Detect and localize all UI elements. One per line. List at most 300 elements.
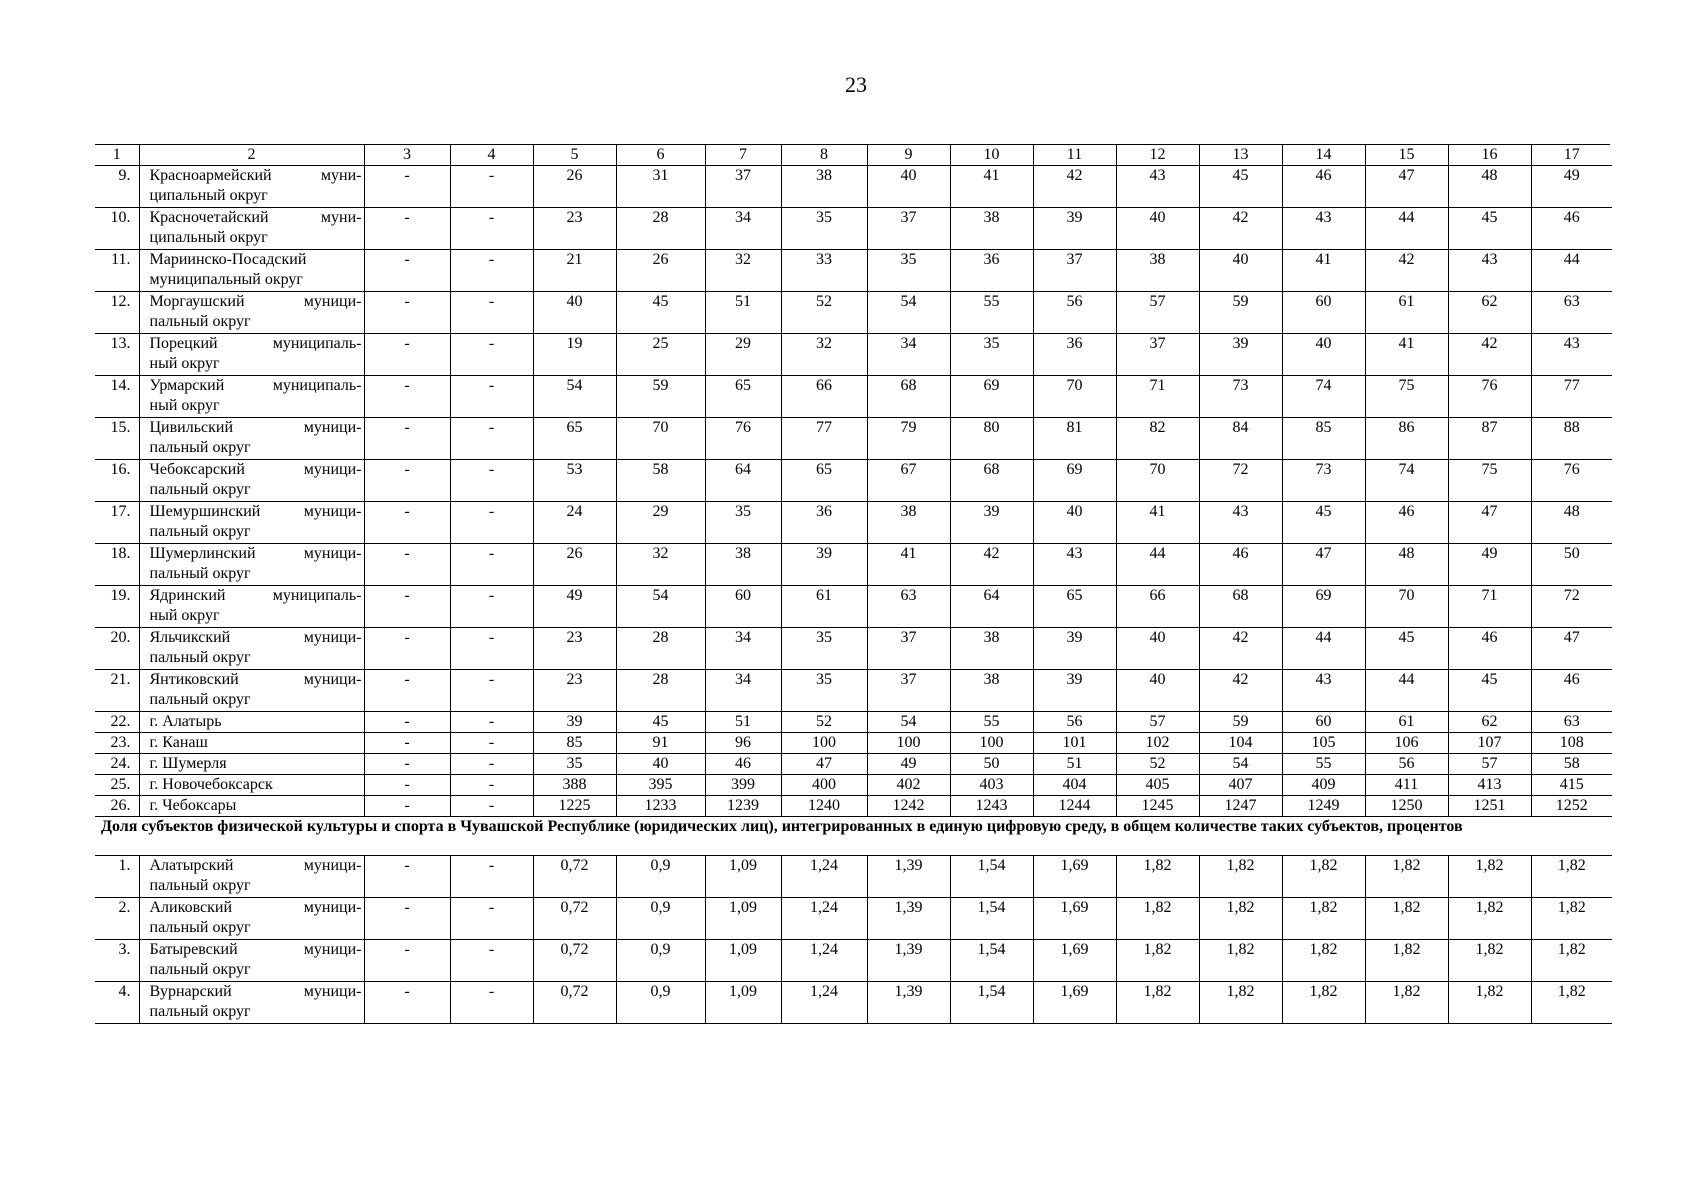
value-cell: 44 [1116, 544, 1199, 586]
value-cell: - [450, 982, 533, 1024]
value-cell: 59 [1199, 292, 1282, 334]
data-table [95, 145, 1612, 1024]
value-cell: 1,82 [1116, 898, 1199, 940]
value-cell: 87 [1448, 418, 1531, 460]
value-cell: 100 [781, 733, 867, 754]
value-cell: - [450, 670, 533, 712]
value-cell: 56 [1365, 754, 1448, 775]
row-number: 16. [95, 460, 139, 502]
value-cell: 46 [705, 754, 781, 775]
value-cell: 82 [1116, 418, 1199, 460]
table-row [95, 544, 1612, 586]
table-row [95, 775, 1612, 796]
value-cell: 61 [781, 586, 867, 628]
value-cell: 76 [705, 418, 781, 460]
value-cell: 1,69 [1033, 940, 1116, 982]
value-cell: 1242 [867, 796, 950, 817]
value-cell: 40 [1199, 250, 1282, 292]
municipality-name-line: пальный округ [149, 565, 251, 582]
municipality-name-line: пальный округ [149, 877, 251, 894]
municipality-name-line: пальный округ [149, 919, 251, 936]
value-cell: 50 [950, 754, 1033, 775]
value-cell: 1,82 [1531, 898, 1612, 940]
value-cell: 69 [1282, 586, 1365, 628]
table-row [95, 982, 1612, 1024]
section-title: Доля субъектов физической культуры и спорта в Чувашской Республике (юридических лиц), интегрированных в единую цифровую среду, в общем количестве таких субъектов, процентов [95, 817, 1612, 856]
value-cell: 1233 [616, 796, 705, 817]
value-cell: 85 [1282, 418, 1365, 460]
value-cell: 1,39 [867, 898, 950, 940]
value-cell: 405 [1116, 775, 1199, 796]
value-cell: 42 [1365, 250, 1448, 292]
value-cell: - [450, 898, 533, 940]
city-name: г. Новочебоксарск [139, 775, 364, 796]
column-number: 15 [1365, 145, 1448, 166]
municipality-name-line: Янтиковский муници- [149, 671, 362, 688]
value-cell: - [364, 733, 450, 754]
value-cell: 34 [705, 208, 781, 250]
value-cell: 106 [1365, 733, 1448, 754]
value-cell: 45 [1282, 502, 1365, 544]
value-cell: 403 [950, 775, 1033, 796]
municipality-name [139, 376, 364, 418]
value-cell: 1245 [1116, 796, 1199, 817]
value-cell: 1247 [1199, 796, 1282, 817]
value-cell: - [450, 544, 533, 586]
value-cell: 55 [1282, 754, 1365, 775]
column-number: 12 [1116, 145, 1199, 166]
value-cell: 91 [616, 733, 705, 754]
value-cell: - [450, 754, 533, 775]
value-cell: 38 [867, 502, 950, 544]
value-cell: 81 [1033, 418, 1116, 460]
value-cell: 37 [705, 166, 781, 208]
municipality-name [139, 250, 364, 292]
value-cell: 0,72 [533, 982, 616, 1024]
table-row [95, 628, 1612, 670]
value-cell: 60 [1282, 712, 1365, 733]
value-cell: 409 [1282, 775, 1365, 796]
value-cell: 32 [705, 250, 781, 292]
value-cell: 1,82 [1531, 856, 1612, 898]
value-cell: 67 [867, 460, 950, 502]
municipality-name-line: пальный округ [149, 481, 251, 498]
value-cell: 49 [1531, 166, 1612, 208]
value-cell: 45 [1448, 208, 1531, 250]
value-cell: 35 [533, 754, 616, 775]
column-number: 9 [867, 145, 950, 166]
value-cell: 62 [1448, 292, 1531, 334]
value-cell: 1,82 [1199, 856, 1282, 898]
value-cell: 73 [1282, 460, 1365, 502]
value-cell: 58 [1531, 754, 1612, 775]
municipality-name-line: Яльчикский муници- [149, 629, 362, 646]
value-cell: 38 [950, 208, 1033, 250]
municipality-name-line: Аликовский муници- [149, 899, 362, 916]
municipality-name-line: ный округ [149, 607, 220, 624]
value-cell: 73 [1199, 376, 1282, 418]
value-cell: - [364, 208, 450, 250]
value-cell: 1,54 [950, 940, 1033, 982]
value-cell: 66 [1116, 586, 1199, 628]
value-cell: 40 [867, 166, 950, 208]
value-cell: 1,24 [781, 940, 867, 982]
table-row [95, 898, 1612, 940]
row-number: 20. [95, 628, 139, 670]
value-cell: 1243 [950, 796, 1033, 817]
value-cell: 40 [1116, 628, 1199, 670]
municipality-name-line: Красноармейский муни- [149, 167, 362, 184]
table-row [95, 796, 1612, 817]
table-row [95, 166, 1612, 208]
row-number: 11. [95, 250, 139, 292]
value-cell: - [364, 898, 450, 940]
row-number: 14. [95, 376, 139, 418]
column-number: 4 [450, 145, 533, 166]
value-cell: 1,24 [781, 982, 867, 1024]
value-cell: 1,82 [1448, 856, 1531, 898]
value-cell: 40 [616, 754, 705, 775]
value-cell: 1,39 [867, 856, 950, 898]
value-cell: 48 [1365, 544, 1448, 586]
value-cell: 100 [950, 733, 1033, 754]
municipality-name-line: пальный округ [149, 649, 251, 666]
value-cell: 44 [1365, 208, 1448, 250]
value-cell: 51 [1033, 754, 1116, 775]
value-cell: 38 [950, 628, 1033, 670]
municipality-name-line: Ядринский муниципаль- [149, 587, 362, 604]
value-cell: - [450, 628, 533, 670]
value-cell: 85 [533, 733, 616, 754]
value-cell: 28 [616, 670, 705, 712]
value-cell: 40 [1116, 670, 1199, 712]
table-row [95, 292, 1612, 334]
value-cell: 49 [533, 586, 616, 628]
row-number: 4. [95, 982, 139, 1024]
table-row [95, 940, 1612, 982]
table-row [95, 334, 1612, 376]
municipality-name-line: Цивильский муници- [149, 419, 362, 436]
value-cell: 0,72 [533, 898, 616, 940]
table-row [95, 250, 1612, 292]
value-cell: 42 [1199, 670, 1282, 712]
row-number: 13. [95, 334, 139, 376]
value-cell: - [450, 796, 533, 817]
value-cell: 59 [616, 376, 705, 418]
municipality-name [139, 670, 364, 712]
value-cell: 1,82 [1365, 982, 1448, 1024]
municipality-name [139, 292, 364, 334]
value-cell: 40 [1033, 502, 1116, 544]
value-cell: 34 [705, 628, 781, 670]
value-cell: 80 [950, 418, 1033, 460]
municipality-name-line: Моргаушский муници- [149, 293, 362, 310]
value-cell: 55 [950, 712, 1033, 733]
value-cell: 39 [1199, 334, 1282, 376]
value-cell: 35 [867, 250, 950, 292]
value-cell: 45 [1448, 670, 1531, 712]
value-cell: 64 [705, 460, 781, 502]
value-cell: 52 [1116, 754, 1199, 775]
value-cell: 71 [1116, 376, 1199, 418]
column-number: 13 [1199, 145, 1282, 166]
value-cell: - [364, 418, 450, 460]
value-cell: 37 [867, 670, 950, 712]
table-row [95, 670, 1612, 712]
value-cell: 41 [1365, 334, 1448, 376]
value-cell: - [364, 628, 450, 670]
value-cell: 37 [867, 208, 950, 250]
municipality-name-line: Шемуршинский муници- [149, 503, 362, 520]
value-cell: 39 [1033, 208, 1116, 250]
value-cell: 108 [1531, 733, 1612, 754]
value-cell: 37 [867, 628, 950, 670]
table-body [95, 145, 1612, 1024]
row-number: 22. [95, 712, 139, 733]
value-cell: 1,82 [1365, 940, 1448, 982]
value-cell: 57 [1448, 754, 1531, 775]
value-cell: 79 [867, 418, 950, 460]
value-cell: - [364, 334, 450, 376]
value-cell: 74 [1365, 460, 1448, 502]
value-cell: 43 [1116, 166, 1199, 208]
column-number-row [95, 145, 1612, 166]
value-cell: 1,82 [1282, 856, 1365, 898]
row-number: 15. [95, 418, 139, 460]
value-cell: 1251 [1448, 796, 1531, 817]
value-cell: - [450, 733, 533, 754]
municipality-name-line: Алатырский муници- [149, 857, 362, 874]
value-cell: 21 [533, 250, 616, 292]
value-cell: 60 [705, 586, 781, 628]
city-name: г. Алатырь [139, 712, 364, 733]
value-cell: 104 [1199, 733, 1282, 754]
value-cell: - [364, 982, 450, 1024]
value-cell: 35 [781, 670, 867, 712]
value-cell: 1,82 [1448, 982, 1531, 1024]
value-cell: 1,09 [705, 940, 781, 982]
municipality-name [139, 166, 364, 208]
value-cell: 65 [705, 376, 781, 418]
value-cell: 47 [1365, 166, 1448, 208]
value-cell: 38 [705, 544, 781, 586]
value-cell: 1,82 [1365, 856, 1448, 898]
table-row [95, 208, 1612, 250]
value-cell: 1,54 [950, 982, 1033, 1024]
value-cell: 57 [1116, 712, 1199, 733]
value-cell: 1,39 [867, 940, 950, 982]
value-cell: 415 [1531, 775, 1612, 796]
value-cell: 395 [616, 775, 705, 796]
value-cell: 411 [1365, 775, 1448, 796]
value-cell: 66 [781, 376, 867, 418]
value-cell: 63 [1531, 712, 1612, 733]
value-cell: - [450, 856, 533, 898]
municipality-name [139, 208, 364, 250]
column-number: 17 [1531, 145, 1612, 166]
value-cell: 52 [781, 292, 867, 334]
value-cell: 70 [1033, 376, 1116, 418]
value-cell: 38 [1116, 250, 1199, 292]
value-cell: 1,82 [1116, 940, 1199, 982]
value-cell: 33 [781, 250, 867, 292]
value-cell: 39 [950, 502, 1033, 544]
value-cell: 35 [781, 628, 867, 670]
column-number: 6 [616, 145, 705, 166]
municipality-name-line: Красночетайский муни- [149, 209, 362, 226]
value-cell: 56 [1033, 712, 1116, 733]
value-cell: 1,69 [1033, 898, 1116, 940]
value-cell: 1225 [533, 796, 616, 817]
value-cell: 28 [616, 628, 705, 670]
column-number: 1 [95, 145, 139, 166]
value-cell: 48 [1531, 502, 1612, 544]
value-cell: 65 [533, 418, 616, 460]
row-number: 1. [95, 856, 139, 898]
value-cell: 1239 [705, 796, 781, 817]
table-row [95, 460, 1612, 502]
value-cell: 37 [1116, 334, 1199, 376]
value-cell: 68 [1199, 586, 1282, 628]
value-cell: - [364, 460, 450, 502]
row-number: 19. [95, 586, 139, 628]
value-cell: 1,54 [950, 856, 1033, 898]
value-cell: 41 [950, 166, 1033, 208]
value-cell: - [364, 376, 450, 418]
value-cell: 36 [1033, 334, 1116, 376]
municipality-name-line: пальный округ [149, 523, 251, 540]
municipality-name-line: пальный округ [149, 439, 251, 456]
value-cell: 45 [1199, 166, 1282, 208]
value-cell: 400 [781, 775, 867, 796]
value-cell: - [450, 334, 533, 376]
table-row [95, 733, 1612, 754]
value-cell: 77 [781, 418, 867, 460]
value-cell: 47 [1531, 628, 1612, 670]
value-cell: 402 [867, 775, 950, 796]
table-row [95, 418, 1612, 460]
city-name: г. Шумерля [139, 754, 364, 775]
value-cell: 29 [705, 334, 781, 376]
value-cell: 44 [1282, 628, 1365, 670]
value-cell: 63 [867, 586, 950, 628]
municipality-name [139, 940, 364, 982]
value-cell: - [450, 586, 533, 628]
value-cell: 1,82 [1282, 982, 1365, 1024]
value-cell: 26 [533, 166, 616, 208]
value-cell: 55 [950, 292, 1033, 334]
value-cell: 46 [1365, 502, 1448, 544]
row-number: 12. [95, 292, 139, 334]
row-number: 17. [95, 502, 139, 544]
value-cell: 1244 [1033, 796, 1116, 817]
value-cell: 102 [1116, 733, 1199, 754]
column-number: 16 [1448, 145, 1531, 166]
value-cell: 59 [1199, 712, 1282, 733]
value-cell: 1,54 [950, 898, 1033, 940]
table-row [95, 376, 1612, 418]
value-cell: - [364, 544, 450, 586]
value-cell: 1,82 [1116, 856, 1199, 898]
value-cell: 70 [1116, 460, 1199, 502]
value-cell: 34 [705, 670, 781, 712]
column-number: 10 [950, 145, 1033, 166]
value-cell: 72 [1199, 460, 1282, 502]
value-cell: 54 [1199, 754, 1282, 775]
value-cell: 1252 [1531, 796, 1612, 817]
municipality-name [139, 418, 364, 460]
municipality-name-line: Чебоксарский муници- [149, 461, 362, 478]
value-cell: 39 [533, 712, 616, 733]
value-cell: 40 [1282, 334, 1365, 376]
value-cell: 26 [533, 544, 616, 586]
value-cell: 64 [950, 586, 1033, 628]
value-cell: 61 [1365, 292, 1448, 334]
value-cell: 1,09 [705, 982, 781, 1024]
value-cell: 1249 [1282, 796, 1365, 817]
value-cell: 1,39 [867, 982, 950, 1024]
value-cell: 42 [950, 544, 1033, 586]
value-cell: 36 [950, 250, 1033, 292]
value-cell: 35 [705, 502, 781, 544]
municipality-name-line: Батыревский муници- [149, 941, 362, 958]
value-cell: 42 [1199, 208, 1282, 250]
municipality-name [139, 898, 364, 940]
value-cell: 86 [1365, 418, 1448, 460]
column-number: 11 [1033, 145, 1116, 166]
page-number: 23 [845, 72, 867, 97]
value-cell: 0,72 [533, 856, 616, 898]
value-cell: 45 [1365, 628, 1448, 670]
row-number: 3. [95, 940, 139, 982]
value-cell: - [450, 250, 533, 292]
municipality-name [139, 502, 364, 544]
value-cell: 39 [1033, 670, 1116, 712]
value-cell: 0,9 [616, 940, 705, 982]
value-cell: 96 [705, 733, 781, 754]
municipality-name [139, 586, 364, 628]
value-cell: 41 [867, 544, 950, 586]
value-cell: 43 [1282, 670, 1365, 712]
row-number: 26. [95, 796, 139, 817]
municipality-name-line: Мариинско-Посадский [149, 251, 307, 268]
value-cell: 1,09 [705, 898, 781, 940]
value-cell: - [364, 250, 450, 292]
municipality-name [139, 460, 364, 502]
row-number: 25. [95, 775, 139, 796]
municipality-name [139, 856, 364, 898]
value-cell: 39 [781, 544, 867, 586]
value-cell: 44 [1531, 250, 1612, 292]
municipality-name-line: Вурнарский муници- [149, 983, 362, 1000]
value-cell: 63 [1531, 292, 1612, 334]
value-cell: 75 [1365, 376, 1448, 418]
municipality-name [139, 544, 364, 586]
value-cell: 32 [781, 334, 867, 376]
value-cell: 1,82 [1365, 898, 1448, 940]
value-cell: 51 [705, 292, 781, 334]
value-cell: 31 [616, 166, 705, 208]
value-cell: - [364, 292, 450, 334]
city-name: г. Канаш [139, 733, 364, 754]
value-cell: 34 [867, 334, 950, 376]
value-cell: 43 [1531, 334, 1612, 376]
table-row [95, 754, 1612, 775]
value-cell: 38 [781, 166, 867, 208]
municipality-name-line: пальный округ [149, 691, 251, 708]
row-number: 23. [95, 733, 139, 754]
value-cell: 69 [950, 376, 1033, 418]
